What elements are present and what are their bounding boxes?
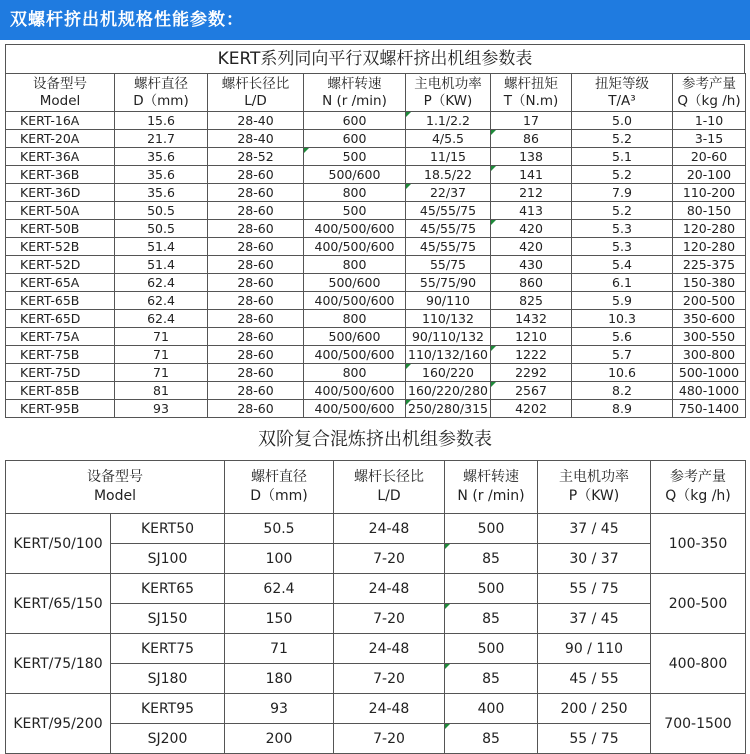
spec-cell: 5.2 (572, 202, 673, 220)
spec-cell: 35.6 (115, 166, 208, 184)
spec-cell: 18.5/22 (406, 166, 491, 184)
spec-cell: 400/500/600 (304, 400, 406, 418)
spec-cell: 24-48 (334, 574, 445, 604)
table2-title: 双阶复合混炼挤出机组参数表 (258, 429, 492, 450)
spec-cell: 28-60 (208, 400, 304, 418)
spec-cell: 500 (304, 148, 406, 166)
spec-cell: 45/55/75 (406, 202, 491, 220)
spec-cell: 8.2 (572, 382, 673, 400)
table2-column-header (445, 461, 538, 514)
table2-column-header (334, 461, 445, 514)
model-cell: KERT-65D (6, 310, 115, 328)
spec-cell: 1432 (491, 310, 572, 328)
table1-column-header (572, 74, 673, 112)
spec-cell: 28-60 (208, 220, 304, 238)
model-cell: KERT-52D (6, 256, 115, 274)
spec-cell: 86 (491, 130, 572, 148)
spec-cell: 400/500/600 (304, 292, 406, 310)
spec-cell: 20-100 (673, 166, 746, 184)
column-header-unit: Q（kg /h) (665, 488, 731, 504)
spec-cell: 10.6 (572, 364, 673, 382)
spec-cell: 1210 (491, 328, 572, 346)
spec-cell: 800 (304, 184, 406, 202)
spec-cell: 110/132 (406, 310, 491, 328)
spec-cell: 5.7 (572, 346, 673, 364)
table2-column-header (225, 461, 334, 514)
spec-cell: 28-60 (208, 364, 304, 382)
spec-cell: 22/37 (406, 184, 491, 202)
table2-row (6, 604, 746, 634)
spec-cell: 2292 (491, 364, 572, 382)
spec-cell: 50.5 (225, 514, 334, 544)
column-header-label: 设备型号 (87, 469, 143, 485)
table1-title: KERT系列同向平行双螺杆挤出机组参数表 (5, 44, 745, 73)
spec-cell: 62.4 (115, 292, 208, 310)
table1-row (6, 220, 746, 238)
group-output-cell: 700-1500 (651, 694, 746, 754)
unit-model-cell: KERT95 (111, 694, 225, 724)
spec-cell: 5.1 (572, 148, 673, 166)
table1-row (6, 274, 746, 292)
spec-cell: 24-48 (334, 634, 445, 664)
twin-screw-spec-table (5, 44, 745, 418)
spec-cell: 5.0 (572, 112, 673, 130)
table1-row (6, 166, 746, 184)
spec-cell: 51.4 (115, 256, 208, 274)
table2-column-header (651, 461, 746, 514)
spec-cell: 120-280 (673, 238, 746, 256)
spec-cell: 85 (445, 664, 538, 694)
table1-row (6, 148, 746, 166)
column-header-label: 螺杆长径比 (354, 469, 424, 485)
spec-cell: 800 (304, 256, 406, 274)
spec-cell: 55 / 75 (538, 724, 651, 754)
unit-model-cell: SJ100 (111, 544, 225, 574)
column-header-label: 螺杆转速 (463, 469, 519, 485)
spec-cell: 420 (491, 220, 572, 238)
spec-cell: 5.6 (572, 328, 673, 346)
table1-column-header (406, 74, 491, 112)
spec-cell: 55/75/90 (406, 274, 491, 292)
spec-cell: 1-10 (673, 112, 746, 130)
spec-cell: 90 / 110 (538, 634, 651, 664)
column-header-label: 螺杆长径比 (221, 75, 290, 92)
spec-cell: 7-20 (334, 724, 445, 754)
column-header-unit: L/D (377, 488, 401, 504)
spec-cell: 71 (225, 634, 334, 664)
table1-column-header (208, 74, 304, 112)
spec-cell: 300-800 (673, 346, 746, 364)
spec-cell: 45 / 55 (538, 664, 651, 694)
unit-model-cell: SJ180 (111, 664, 225, 694)
spec-cell: 28-60 (208, 184, 304, 202)
spec-cell: 28-60 (208, 292, 304, 310)
spec-cell: 71 (115, 328, 208, 346)
spec-cell: 90/110 (406, 292, 491, 310)
spec-cell: 28-60 (208, 346, 304, 364)
spec-cell: 93 (225, 694, 334, 724)
spec-cell: 93 (115, 400, 208, 418)
spec-cell: 180 (225, 664, 334, 694)
column-header-unit: N (r /min) (322, 92, 387, 109)
table2-column-header (6, 461, 225, 514)
model-cell: KERT-50B (6, 220, 115, 238)
spec-cell: 3-15 (673, 130, 746, 148)
table1-row (6, 238, 746, 256)
spec-cell: 30 / 37 (538, 544, 651, 574)
spec-cell: 28-60 (208, 166, 304, 184)
spec-cell: 5.2 (572, 166, 673, 184)
table2-row (6, 634, 746, 664)
model-cell: KERT-85B (6, 382, 115, 400)
spec-cell: 8.9 (572, 400, 673, 418)
spec-cell: 300-550 (673, 328, 746, 346)
column-header-unit: Q（kg /h) (677, 92, 741, 109)
group-model-cell: KERT/50/100 (6, 514, 111, 574)
unit-model-cell: KERT50 (111, 514, 225, 544)
group-output-cell: 200-500 (651, 574, 746, 634)
spec-cell: 141 (491, 166, 572, 184)
two-stage-spec-table (5, 420, 745, 754)
table1-row (6, 256, 746, 274)
group-model-cell: KERT/65/150 (6, 574, 111, 634)
column-header-unit: Model (93, 488, 137, 504)
spec-cell: 85 (445, 544, 538, 574)
column-header-label: 主电机功率 (414, 75, 482, 92)
spec-cell: 500-1000 (673, 364, 746, 382)
spec-cell: 62.4 (225, 574, 334, 604)
column-header-unit: L/D (244, 92, 267, 109)
spec-cell: 15.6 (115, 112, 208, 130)
spec-cell: 500/600 (304, 328, 406, 346)
model-cell: KERT-65B (6, 292, 115, 310)
spec-cell: 500 (445, 514, 538, 544)
spec-cell: 110-200 (673, 184, 746, 202)
table1-row (6, 130, 746, 148)
column-header-label: 参考产量 (682, 75, 736, 92)
spec-cell: 150 (225, 604, 334, 634)
model-cell: KERT-16A (6, 112, 115, 130)
spec-cell: 7-20 (334, 604, 445, 634)
table1-column-header (491, 74, 572, 112)
group-model-cell: KERT/95/200 (6, 694, 111, 754)
spec-cell: 45/55/75 (406, 220, 491, 238)
spec-cell: 62.4 (115, 274, 208, 292)
unit-model-cell: KERT75 (111, 634, 225, 664)
spec-cell: 120-280 (673, 220, 746, 238)
group-model-cell: KERT/75/180 (6, 634, 111, 694)
spec-cell: 71 (115, 346, 208, 364)
spec-cell: 400/500/600 (304, 220, 406, 238)
spec-cell: 17 (491, 112, 572, 130)
column-header-unit: T（N.m) (503, 92, 559, 109)
spec-cell: 28-60 (208, 202, 304, 220)
spec-cell: 28-60 (208, 256, 304, 274)
spec-cell: 250/280/315 (406, 400, 491, 418)
spec-cell: 600 (304, 130, 406, 148)
model-cell: KERT-52B (6, 238, 115, 256)
spec-cell: 28-60 (208, 328, 304, 346)
model-cell: KERT-20A (6, 130, 115, 148)
column-header-label: 参考产量 (670, 469, 726, 485)
spec-cell: 420 (491, 238, 572, 256)
spec-cell: 51.4 (115, 238, 208, 256)
spec-cell: 600 (304, 112, 406, 130)
spec-cell: 150-380 (673, 274, 746, 292)
column-header-label: 螺杆直径 (134, 75, 188, 92)
table1-row (6, 112, 746, 130)
spec-cell: 2567 (491, 382, 572, 400)
column-header-unit: D（mm) (133, 92, 189, 109)
group-output-cell: 100-350 (651, 514, 746, 574)
spec-cell: 138 (491, 148, 572, 166)
column-header-unit: P（KW) (423, 92, 473, 109)
spec-cell: 37 / 45 (538, 604, 651, 634)
column-header-unit: D（mm) (250, 488, 308, 504)
spec-cell: 400/500/600 (304, 382, 406, 400)
spec-cell: 85 (445, 724, 538, 754)
table2-row (6, 544, 746, 574)
model-cell: KERT-95B (6, 400, 115, 418)
spec-cell: 21.7 (115, 130, 208, 148)
spec-cell: 5.4 (572, 256, 673, 274)
spec-cell: 45/55/75 (406, 238, 491, 256)
table1 (5, 73, 746, 418)
model-cell: KERT-36A (6, 148, 115, 166)
spec-cell: 28-60 (208, 274, 304, 292)
spec-cell: 100 (225, 544, 334, 574)
table2-row (6, 574, 746, 604)
model-cell: KERT-75B (6, 346, 115, 364)
spec-cell: 11/15 (406, 148, 491, 166)
spec-cell: 160/220 (406, 364, 491, 382)
table1-row (6, 364, 746, 382)
spec-cell: 1222 (491, 346, 572, 364)
column-header-label: 螺杆扭矩 (504, 75, 558, 92)
model-cell: KERT-75D (6, 364, 115, 382)
spec-cell: 825 (491, 292, 572, 310)
column-header-unit: P（KW) (568, 488, 620, 504)
spec-cell: 200-500 (673, 292, 746, 310)
spec-cell: 5.3 (572, 238, 673, 256)
spec-cell: 7-20 (334, 544, 445, 574)
spec-cell: 400/500/600 (304, 238, 406, 256)
spec-cell: 200 / 250 (538, 694, 651, 724)
spec-cell: 212 (491, 184, 572, 202)
spec-cell: 10.3 (572, 310, 673, 328)
model-cell: KERT-50A (6, 202, 115, 220)
spec-cell: 7.9 (572, 184, 673, 202)
spec-cell: 71 (115, 364, 208, 382)
spec-cell: 7-20 (334, 664, 445, 694)
table1-column-header (6, 74, 115, 112)
spec-cell: 430 (491, 256, 572, 274)
spec-cell: 400/500/600 (304, 346, 406, 364)
spec-cell: 225-375 (673, 256, 746, 274)
spec-cell: 480-1000 (673, 382, 746, 400)
table1-column-header (115, 74, 208, 112)
spec-cell: 500 (445, 634, 538, 664)
section-header: 双螺杆挤出机规格性能参数： (0, 0, 750, 40)
table2-row (6, 694, 746, 724)
column-header-unit: N (r /min) (457, 488, 525, 504)
spec-cell: 28-52 (208, 148, 304, 166)
spec-cell: 35.6 (115, 148, 208, 166)
spec-cell: 860 (491, 274, 572, 292)
spec-cell: 35.6 (115, 184, 208, 202)
spec-cell: 28-60 (208, 310, 304, 328)
spec-cell: 28-60 (208, 382, 304, 400)
table1-row (6, 184, 746, 202)
spec-cell: 413 (491, 202, 572, 220)
spec-cell: 800 (304, 364, 406, 382)
table1-row (6, 382, 746, 400)
spec-cell: 6.1 (572, 274, 673, 292)
spec-cell: 750-1400 (673, 400, 746, 418)
spec-cell: 4202 (491, 400, 572, 418)
spec-cell: 160/220/280 (406, 382, 491, 400)
spec-cell: 110/132/160 (406, 346, 491, 364)
spec-cell: 81 (115, 382, 208, 400)
table1-row (6, 310, 746, 328)
spec-cell: 24-48 (334, 514, 445, 544)
spec-cell: 200 (225, 724, 334, 754)
table1-row (6, 346, 746, 364)
model-cell: KERT-75A (6, 328, 115, 346)
spec-cell: 28-60 (208, 238, 304, 256)
spec-cell: 1.1/2.2 (406, 112, 491, 130)
table1-column-header (673, 74, 746, 112)
spec-cell: 500/600 (304, 274, 406, 292)
column-header-label: 螺杆转速 (327, 75, 382, 92)
spec-cell: 500 (304, 202, 406, 220)
column-header-unit: T/A³ (608, 92, 636, 109)
spec-cell: 5.9 (572, 292, 673, 310)
spec-cell: 500/600 (304, 166, 406, 184)
table1-row (6, 328, 746, 346)
spec-cell: 80-150 (673, 202, 746, 220)
spec-cell: 28-40 (208, 112, 304, 130)
column-header-label: 主电机功率 (559, 469, 629, 485)
column-header-unit: Model (39, 92, 81, 109)
table2-row (6, 514, 746, 544)
spec-cell: 350-600 (673, 310, 746, 328)
unit-model-cell: KERT65 (111, 574, 225, 604)
model-cell: KERT-36D (6, 184, 115, 202)
spec-cell: 62.4 (115, 310, 208, 328)
spec-cell: 400 (445, 694, 538, 724)
spec-cell: 500 (445, 574, 538, 604)
spec-cell: 5.3 (572, 220, 673, 238)
column-header-label: 扭矩等级 (595, 75, 649, 92)
group-output-cell: 400-800 (651, 634, 746, 694)
table2-row (6, 724, 746, 754)
spec-cell: 20-60 (673, 148, 746, 166)
unit-model-cell: SJ150 (111, 604, 225, 634)
table1-row (6, 202, 746, 220)
table1-row (6, 292, 746, 310)
spec-cell: 90/110/132 (406, 328, 491, 346)
unit-model-cell: SJ200 (111, 724, 225, 754)
table2 (5, 460, 746, 754)
model-cell: KERT-36B (6, 166, 115, 184)
model-cell: KERT-65A (6, 274, 115, 292)
table2-column-header (538, 461, 651, 514)
spec-cell: 50.5 (115, 202, 208, 220)
spec-cell: 5.2 (572, 130, 673, 148)
spec-cell: 55 / 75 (538, 574, 651, 604)
table1-row (6, 400, 746, 418)
column-header-label: 设备型号 (33, 75, 87, 92)
spec-cell: 4/5.5 (406, 130, 491, 148)
spec-cell: 24-48 (334, 694, 445, 724)
column-header-label: 螺杆直径 (251, 469, 307, 485)
spec-cell: 55/75 (406, 256, 491, 274)
table2-row (6, 664, 746, 694)
spec-cell: 85 (445, 604, 538, 634)
spec-cell: 800 (304, 310, 406, 328)
spec-cell: 28-40 (208, 130, 304, 148)
spec-cell: 37 / 45 (538, 514, 651, 544)
spec-cell: 50.5 (115, 220, 208, 238)
table1-column-header (304, 74, 406, 112)
